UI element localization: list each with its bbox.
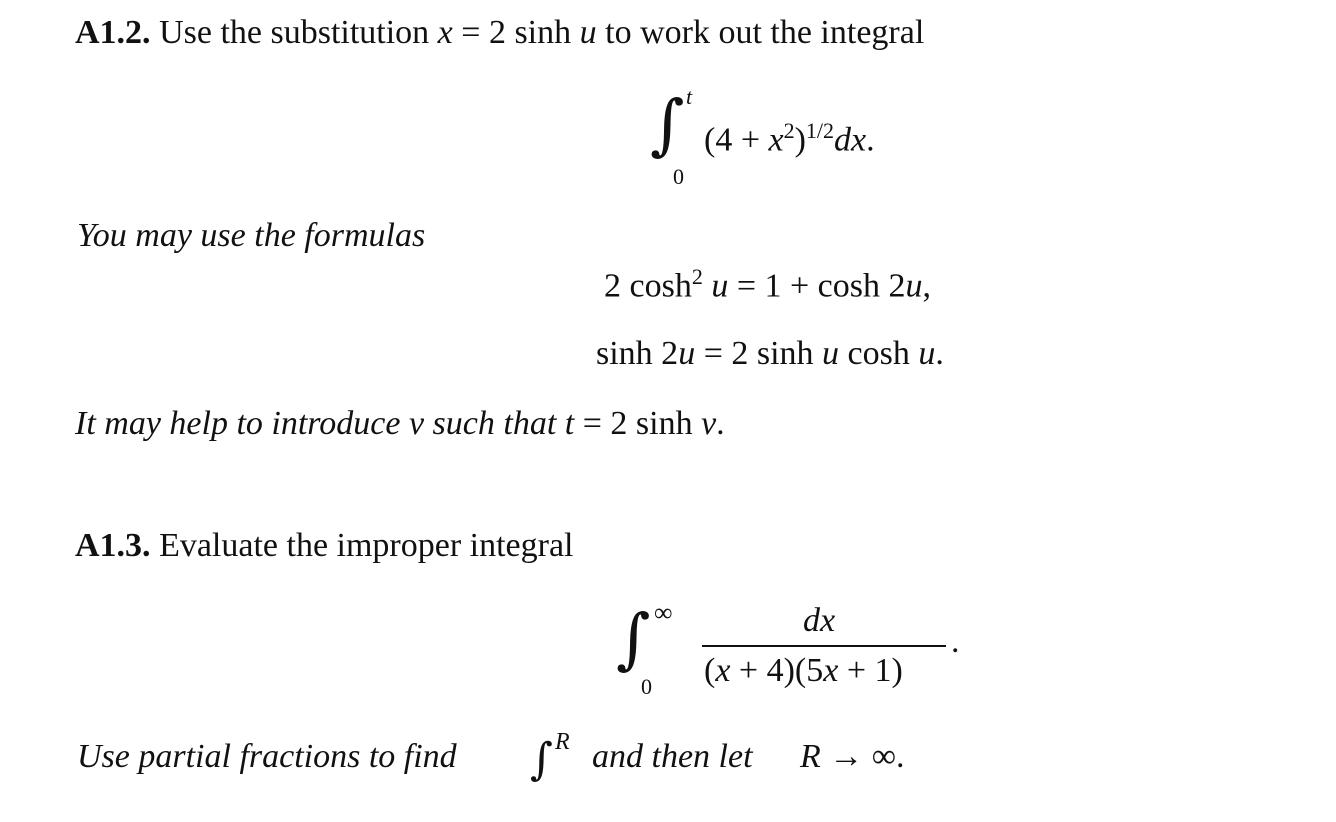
problem-a12-heading [75,16,924,50]
formula-u: u [702,267,729,305]
integrand-square: 2 [783,118,795,143]
integral-lower-limit: 0 [673,164,684,189]
hint-v: v [701,405,717,442]
formula-part: = 1 + cosh 2 [728,267,906,305]
limit-arrow: → ∞. [820,738,905,775]
integral-sign: ∫ [650,86,685,163]
integral-sign: ∫ [616,600,651,677]
formula-part: = 2 sinh [695,335,823,372]
integrand-part: (4 + [704,121,769,159]
problem-intro: Use the substitution [159,14,430,51]
denominator-part: + 1) [838,652,903,689]
formula-square: 2 [691,264,703,289]
denominator-part: ( [704,652,716,689]
inline-integral-upper: R [555,729,570,755]
hint-text: such that [424,405,565,442]
sub-equation: = 2 sinh [452,14,580,51]
denominator-x: x [715,652,731,689]
integral-upper-limit: ∞ [654,598,673,627]
limit-R: R [800,738,821,775]
formula-part: 2 cosh [604,267,692,305]
hint-text: It may help to introduce [75,405,409,442]
integrand-period: . [866,121,875,159]
formula-cosh [604,266,931,303]
denominator-part: + 4)(5 [730,652,824,689]
integrand-exponent: 1/2 [805,118,835,143]
formula-sinh [596,337,944,371]
fraction-bar [702,645,946,647]
fraction-numerator: dx [803,602,836,639]
integral-period: . [951,623,960,660]
problem-number: A1.3. [75,527,151,564]
problem-a13-heading [75,529,574,563]
substitution-hint [75,407,725,441]
integrand-part: ) [794,121,806,159]
fraction-denominator [704,654,903,688]
formula-u: u [822,335,840,372]
formula-u: u [905,267,923,305]
problem-intro-tail: to work out the integral [596,14,925,51]
formula-u: u [918,335,936,372]
formula-part: sinh 2 [596,335,679,372]
integral-lower-limit: 0 [641,674,652,699]
formulas-hint: You may use the formulas [77,217,426,254]
hint-t: t [564,405,575,442]
formula-punct: . [935,335,944,372]
hint-punct: . [716,405,725,442]
sub-variable: x [437,14,453,51]
formula-part: cosh [839,335,919,372]
limit-expression [800,740,905,774]
final-text: and then let [592,738,753,775]
denominator-x: x [823,652,839,689]
hint-v: v [408,405,425,442]
integrand-differential: dx [834,121,867,159]
inline-integral-sign: ∫ [530,734,553,785]
sub-u: u [579,14,597,51]
problem-number: A1.2. [75,14,151,51]
integrand [704,120,875,157]
integral-upper-limit: t [686,84,693,109]
final-text: Use partial fractions to find [77,738,457,775]
formula-punct: , [922,267,931,305]
problem-intro: Evaluate the improper integral [159,527,574,564]
hint-text: = 2 sinh [574,405,702,442]
formula-u: u [678,335,696,372]
integrand-x: x [768,121,784,159]
